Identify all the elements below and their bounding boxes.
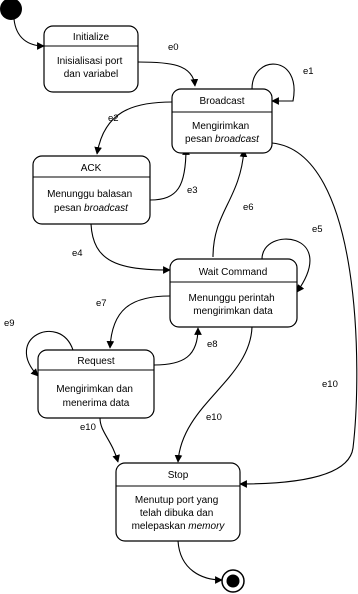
edge-label-e3: e3 (187, 185, 198, 196)
state-body: Inisialisasi port dan variabel (56, 56, 123, 80)
edge-label-e7: e7 (96, 298, 107, 309)
edge-label-e1: e1 (303, 66, 314, 77)
edge-label-e10-request: e10 (80, 422, 96, 433)
state-wait-command (170, 259, 297, 327)
edge-label-e6: e6 (243, 202, 254, 213)
edge-label-e8: e8 (207, 339, 218, 350)
edge-e6 (213, 150, 244, 257)
state-body: Mengirimkan dan menerima data (56, 384, 133, 409)
state-broadcast (172, 89, 272, 153)
edge-label-e0: e0 (168, 42, 179, 53)
edge-e8 (154, 328, 198, 365)
state-stop (116, 463, 240, 541)
state-body: Menunggu perintah mengirimkan data (188, 293, 275, 317)
state-ack (33, 156, 150, 224)
start-node (0, 0, 22, 20)
edge-label-e10-broadcast: e10 (322, 379, 338, 390)
edge-e4 (91, 224, 170, 270)
end-node (222, 570, 244, 592)
edge-e3 (150, 148, 186, 200)
state-title: Stop (167, 470, 189, 481)
state-title: Wait Command (198, 267, 268, 278)
edge-label-e9: e9 (4, 318, 15, 329)
edge-e2 (97, 102, 172, 154)
edge-stop-to-end (178, 541, 222, 580)
state-body: Menunggu balasan pesan broadcast (47, 189, 133, 214)
state-title: Initialize (72, 32, 110, 43)
edge-label-e2: e2 (108, 113, 119, 124)
state-title: Broadcast (199, 96, 245, 107)
edge-label-e4: e4 (72, 248, 83, 259)
edge-start-to-initialize (14, 19, 44, 46)
state-body: Mengirimkan pesan broadcast (185, 121, 259, 145)
edge-e7 (110, 296, 170, 348)
state-title: Request (77, 356, 115, 367)
edge-e0 (138, 62, 195, 86)
state-request (38, 350, 154, 418)
edge-label-e10-wait: e10 (206, 412, 222, 423)
state-title: ACK (80, 163, 102, 174)
edge-label-e5: e5 (312, 224, 323, 235)
edge-e10-request-to-stop (100, 418, 118, 462)
state-body: Menutup port yang telah dibuka dan melepaskan memory (131, 495, 225, 532)
state-initialize (44, 26, 138, 92)
